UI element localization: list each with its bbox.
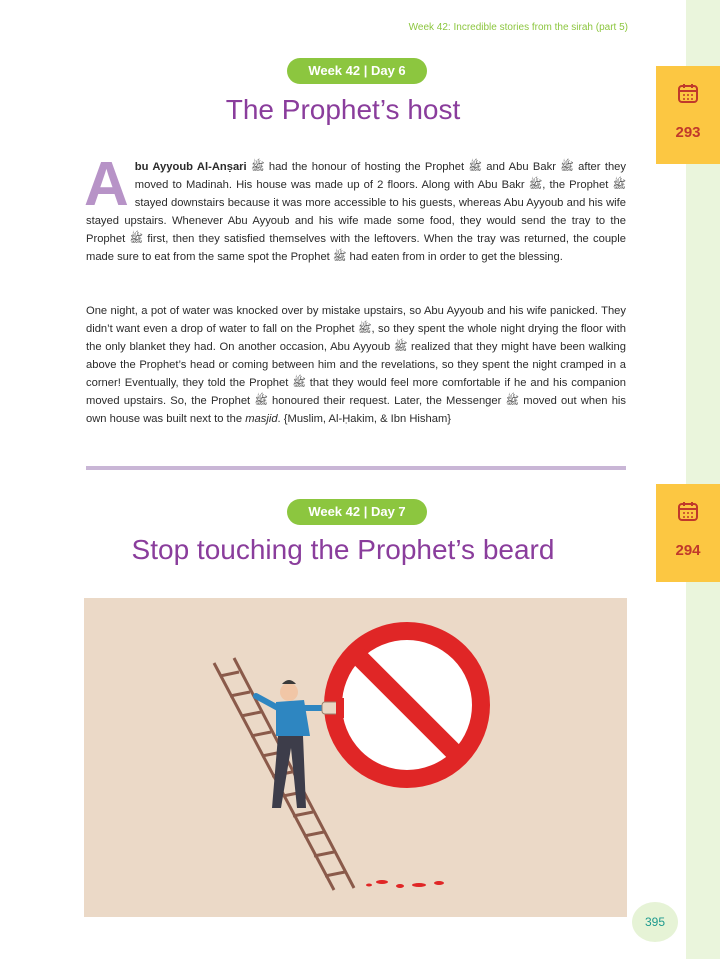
day-tab (656, 484, 720, 582)
day-number: 294 (675, 542, 701, 559)
paragraph-text: ﷺ had the honour of hosting the Prophet ﷺ and Abu Bakr ﷺ after they moved to Madinah. His house was made up of 2 floors. Along with Abu Bakr ﷺ, the Prophet ﷺ stayed downstairs because it was more accessible to his guests, whereas Abu Ayyoub and his wife stayed upstairs. Whenever Abu Ayyoub and his wife made some food, they would send the tray to the Prophet ﷺ first, then they satisfied themselves with the leftovers. When the tray was returned, the couple made sure to eat from the same spot the Prophet ﷺ had eaten from in order to get the blessing. (86, 161, 626, 263)
paragraph (84, 150, 626, 266)
running-header: Week 42: Incredible stories from the sirah (part 5) (408, 22, 628, 33)
citation: . {Muslim, Al-Ḥakim, & Ibn Hisham} (277, 413, 452, 425)
calendar-icon (677, 500, 699, 522)
day-tab (656, 66, 720, 164)
ladder-man-prohibition-sign-illustration (84, 598, 627, 917)
section-title: Stop touching the Prophet’s beard (131, 534, 555, 565)
prohibition-sign (333, 631, 481, 779)
illustration-no-touching (84, 598, 627, 917)
day-number: 293 (675, 124, 701, 141)
paragraph-text: One night, a pot of water was knocked over by mistake upstairs, so Abu Ayyoub and his wife panicked. They didn’t want even a drop of water to fall on the Prophet ﷺ, so they spent the whole night drying the floor with the only blanket they had. On another occasion, Abu Ayyoub ﷺ realized that they might have been walking above the Prophet’s head or coming between him and the revelations, so they spent the night cramped in a corner! Eventually, they told the Prophet ﷺ that they would feel more comfortable if he and his companion moved upstairs. So, the Prophet ﷺ honoured their request. Later, the Messenger ﷺ moved out when his own house was built next to the (86, 305, 626, 425)
section-divider (86, 466, 626, 470)
drop-cap: A (84, 150, 129, 219)
calendar-icon (677, 82, 699, 104)
paragraph (86, 302, 626, 428)
section-title: The Prophet’s host (225, 94, 461, 125)
companion-name: bu Ayyoub Al-Anṣari (134, 161, 247, 173)
day-badge: Week 42 | Day 6 (287, 58, 427, 84)
page-number: 395 (632, 902, 678, 942)
italic-term: masjid (245, 413, 278, 425)
paint-splatter (366, 880, 444, 888)
day-badge: Week 42 | Day 7 (287, 499, 427, 525)
